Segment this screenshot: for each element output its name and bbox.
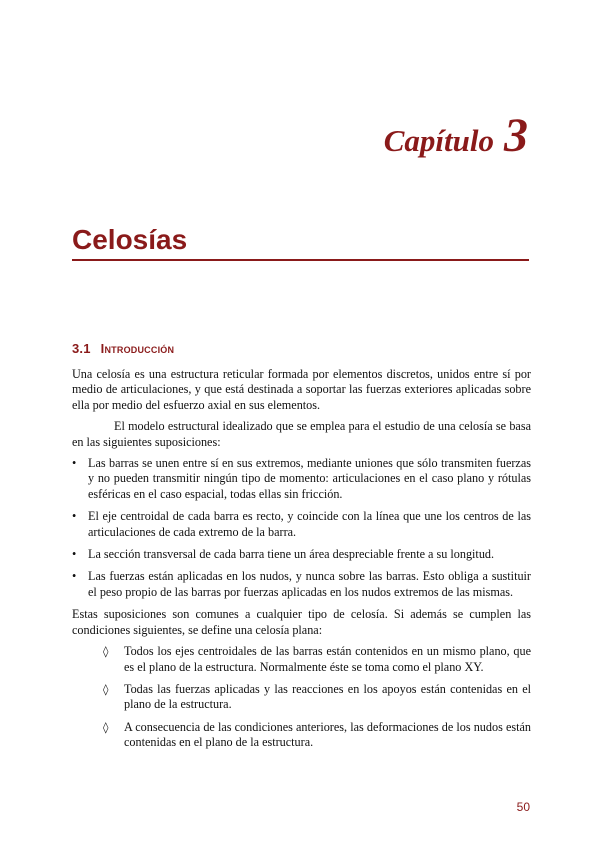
list-item-text: La sección transversal de cada barra tiene un área despreciable frente a su longitud. xyxy=(88,547,495,562)
diamond-icon: ◊ xyxy=(103,645,109,659)
bullet-icon: • xyxy=(72,547,77,562)
plane-conditions-list xyxy=(103,644,531,750)
section-heading xyxy=(72,341,174,356)
bullet-icon: • xyxy=(72,456,77,471)
list-item-text: Las barras se unen entre sí en sus extremos, mediante uniones que sólo transmiten fuerzas y no pueden transmitir ningún tipo de momento: articulaciones en el caso plano y rótulas esféricas en el caso espacial, todas ellas sin fricción. xyxy=(88,456,531,501)
page-number: 50 xyxy=(516,800,530,814)
list-item-text: A consecuencia de las condiciones anteriores, las deformaciones de los nudos están contenidas en el plano de la estructura. xyxy=(124,719,531,750)
paragraph: Estas suposiciones son comunes a cualquier tipo de celosía. Si además se cumplen las condiciones siguientes, se define una celosía plana: xyxy=(72,607,531,637)
bullet-icon: • xyxy=(72,509,77,524)
list-item-text: Todos los ejes centroidales de las barras están contenidos en un mismo plano, que es el plano de la estructura. Normalmente éste se toma como el plano XY. xyxy=(124,644,531,674)
list-item xyxy=(103,682,531,713)
list-item-text: Las fuerzas están aplicadas en los nudos, y nunca sobre las barras. Esto obliga a sustituir el peso propio de las barras por fuerzas aplicadas en los nudos extremos de las mismas. xyxy=(88,569,531,599)
list-item xyxy=(72,509,531,540)
list-item-text: El eje centroidal de cada barra es recto, y coincide con la línea que une los centros de las articulaciones de cada extremo de la barra. xyxy=(88,509,531,539)
diamond-icon: ◊ xyxy=(103,682,109,696)
paragraph: Una celosía es una estructura reticular formada por elementos discretos, unidos entre sí por medio de articulaciones, y que está destinada a soportar las fuerzas exteriores aplicadas sobre ella por medio del esfuerzo axial en sus elementos. xyxy=(72,367,531,412)
body-text xyxy=(72,367,531,758)
list-item xyxy=(72,547,531,562)
list-item xyxy=(72,456,531,502)
list-item xyxy=(103,644,531,675)
list-item xyxy=(72,569,531,600)
chapter-heading xyxy=(384,108,528,163)
list-item-text: Todas las fuerzas aplicadas y las reacciones en los apoyos están contenidas en el plano de la estructura. xyxy=(124,681,531,712)
section-number: 3.1 xyxy=(72,341,91,356)
diamond-icon: ◊ xyxy=(103,720,109,734)
section-name: Introducción xyxy=(100,341,175,356)
list-item xyxy=(103,720,531,751)
assumptions-list xyxy=(72,456,531,600)
paragraph: El modelo estructural idealizado que se emplea para el estudio de una celosía se basa en las siguientes suposiciones: xyxy=(72,419,531,449)
chapter-number: 3 xyxy=(504,109,528,162)
chapter-title: Celosías xyxy=(72,222,529,261)
bullet-icon: • xyxy=(72,569,77,584)
chapter-label: Capítulo xyxy=(383,123,494,158)
